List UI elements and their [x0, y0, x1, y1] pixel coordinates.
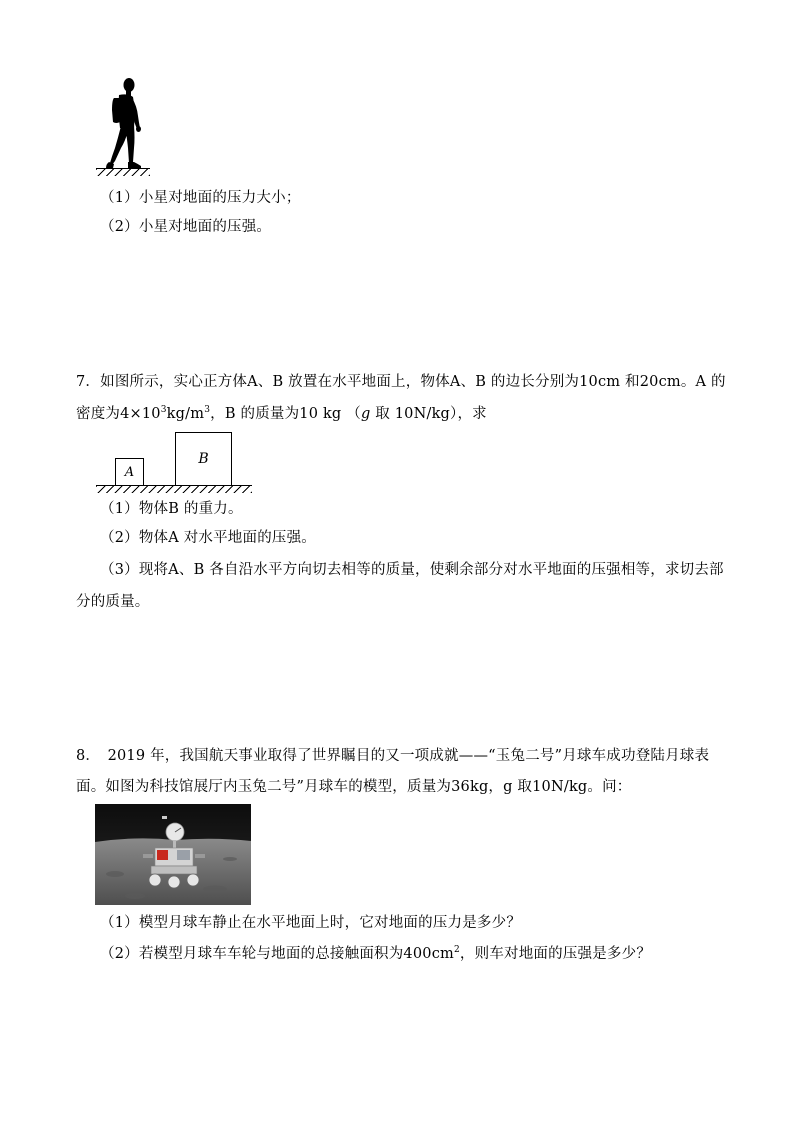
- q7-sub2: （2）物体A 对水平地面的压强。: [100, 530, 317, 546]
- ground-hatching-q6: [96, 168, 150, 176]
- block-a: A: [115, 458, 144, 486]
- q8-sub2: （2）若模型月球车车轮与地面的总接触面积为$400cm^2$，则车对地面的压强是多少？: [100, 945, 652, 962]
- q7-stem-line1: 7．如图所示，实心正方体A、B 放置在水平地面上，物体A、B 的边长分别为10cm 和20cm。A 的: [76, 374, 726, 390]
- walking-person-figure: [94, 76, 154, 172]
- block-b: B: [175, 432, 232, 486]
- q6-sub2: （2）小星对地面的压强。: [100, 219, 272, 235]
- q8-stem-line2: 面。如图为科技馆展厅内玉兔二号”月球车的模型，质量为36kg，g 取10N/kg。问：: [76, 779, 632, 795]
- lunar-rover-photo: [95, 804, 251, 905]
- ground-hatching-q7: [96, 485, 252, 493]
- q7-sub3-line1: （3）现将A、B 各自沿水平方向切去相等的质量，使剩余部分对水平地面的压强相等，求切去部: [100, 562, 724, 578]
- q7-stem-line2: 密度为$4\times 10^3kg/m^3$，B 的质量为10 kg （g 取 10N/kg），求: [76, 405, 487, 422]
- q7-sub1: （1）物体B 的重力。: [100, 501, 243, 517]
- q8-stem-line1: 8． 2019 年，我国航天事业取得了世界瞩目的又一项成就——“玉兔二号”月球车成功登陆月球表: [76, 748, 710, 764]
- q7-sub3-line2: 分的质量。: [76, 594, 150, 610]
- q8-sub1: （1）模型月球车静止在水平地面上时，它对地面的压力是多少？: [100, 915, 522, 931]
- q6-sub1: （1）小星对地面的压力大小；: [100, 190, 301, 206]
